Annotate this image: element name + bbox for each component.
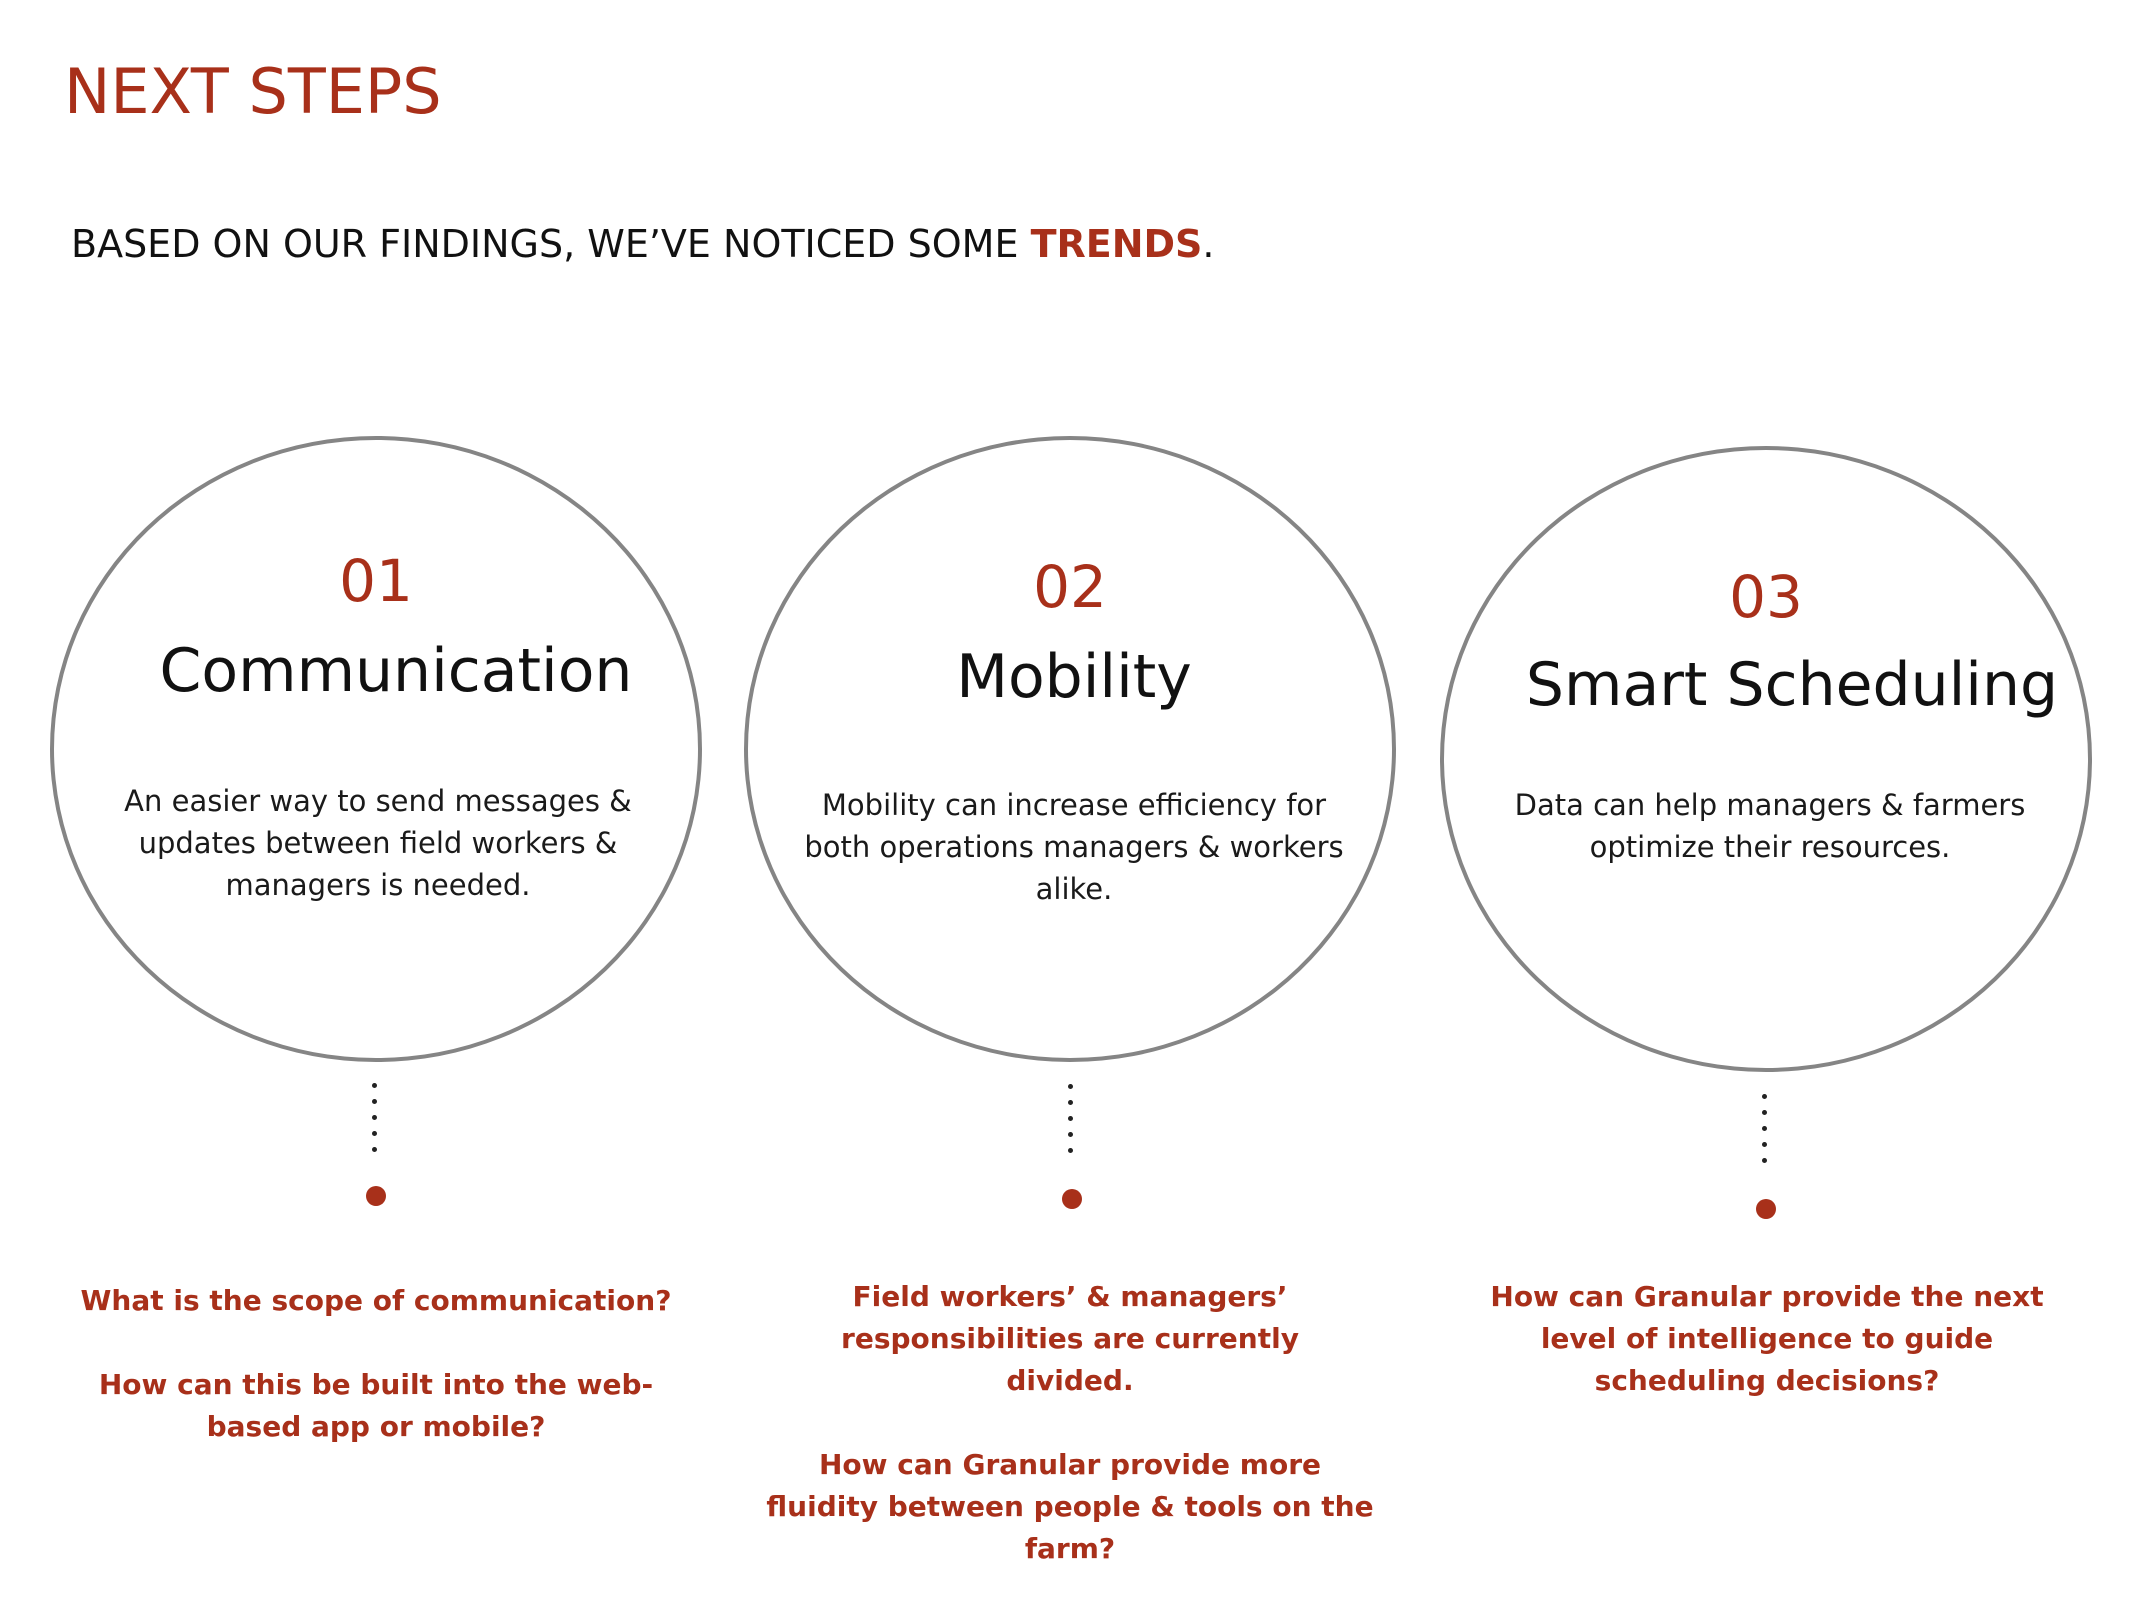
- subtitle-highlight: TRENDS: [1030, 222, 1203, 266]
- trend-title: Communication: [159, 636, 633, 706]
- trend-questions: [1452, 1276, 2082, 1402]
- question-text: How can Granular provide the next level of intelligence to guide scheduling decisions?: [1490, 1280, 2044, 1397]
- trend-questions: [40, 1280, 712, 1448]
- connector-endpoint: [1062, 1189, 1082, 1209]
- connector-dots: [372, 1083, 378, 1163]
- subtitle: [71, 222, 1215, 268]
- subtitle-period: .: [1202, 222, 1215, 266]
- page-title: NEXT STEPS: [64, 55, 442, 128]
- trend-title: Smart Scheduling: [1525, 650, 2059, 720]
- connector-endpoint: [366, 1186, 386, 1206]
- question-text: What is the scope of communication?: [80, 1284, 672, 1317]
- connector-dots: [1762, 1094, 1768, 1174]
- trend-number: 01: [339, 547, 413, 615]
- trend-questions: [760, 1276, 1380, 1570]
- trend-circle-smart-scheduling: [1440, 446, 2092, 1072]
- connector-dots: [1068, 1084, 1074, 1164]
- trend-number: 02: [1033, 553, 1107, 621]
- trend-description: An easier way to send messages & updates between field workers & managers is needed.: [124, 784, 632, 902]
- trend-number: 03: [1729, 563, 1803, 631]
- question-text: How can Granular provide more fluidity between people & tools on the farm?: [766, 1448, 1374, 1565]
- question-text: How can this be built into the web-based app or mobile?: [98, 1368, 654, 1443]
- trend-description: Data can help managers & farmers optimize their resources.: [1514, 788, 2026, 864]
- trend-title: Mobility: [956, 642, 1192, 712]
- connector-endpoint: [1756, 1199, 1776, 1219]
- trend-circle-mobility: [744, 436, 1396, 1062]
- question-text: Field workers’ & managers’ responsibilities are currently divided.: [841, 1280, 1299, 1397]
- trend-description: Mobility can increase efficiency for both operations managers & workers alike.: [804, 788, 1344, 906]
- subtitle-text: BASED ON OUR FINDINGS, WE’VE NOTICED SOME: [71, 222, 1031, 266]
- trend-circle-communication: [50, 436, 702, 1062]
